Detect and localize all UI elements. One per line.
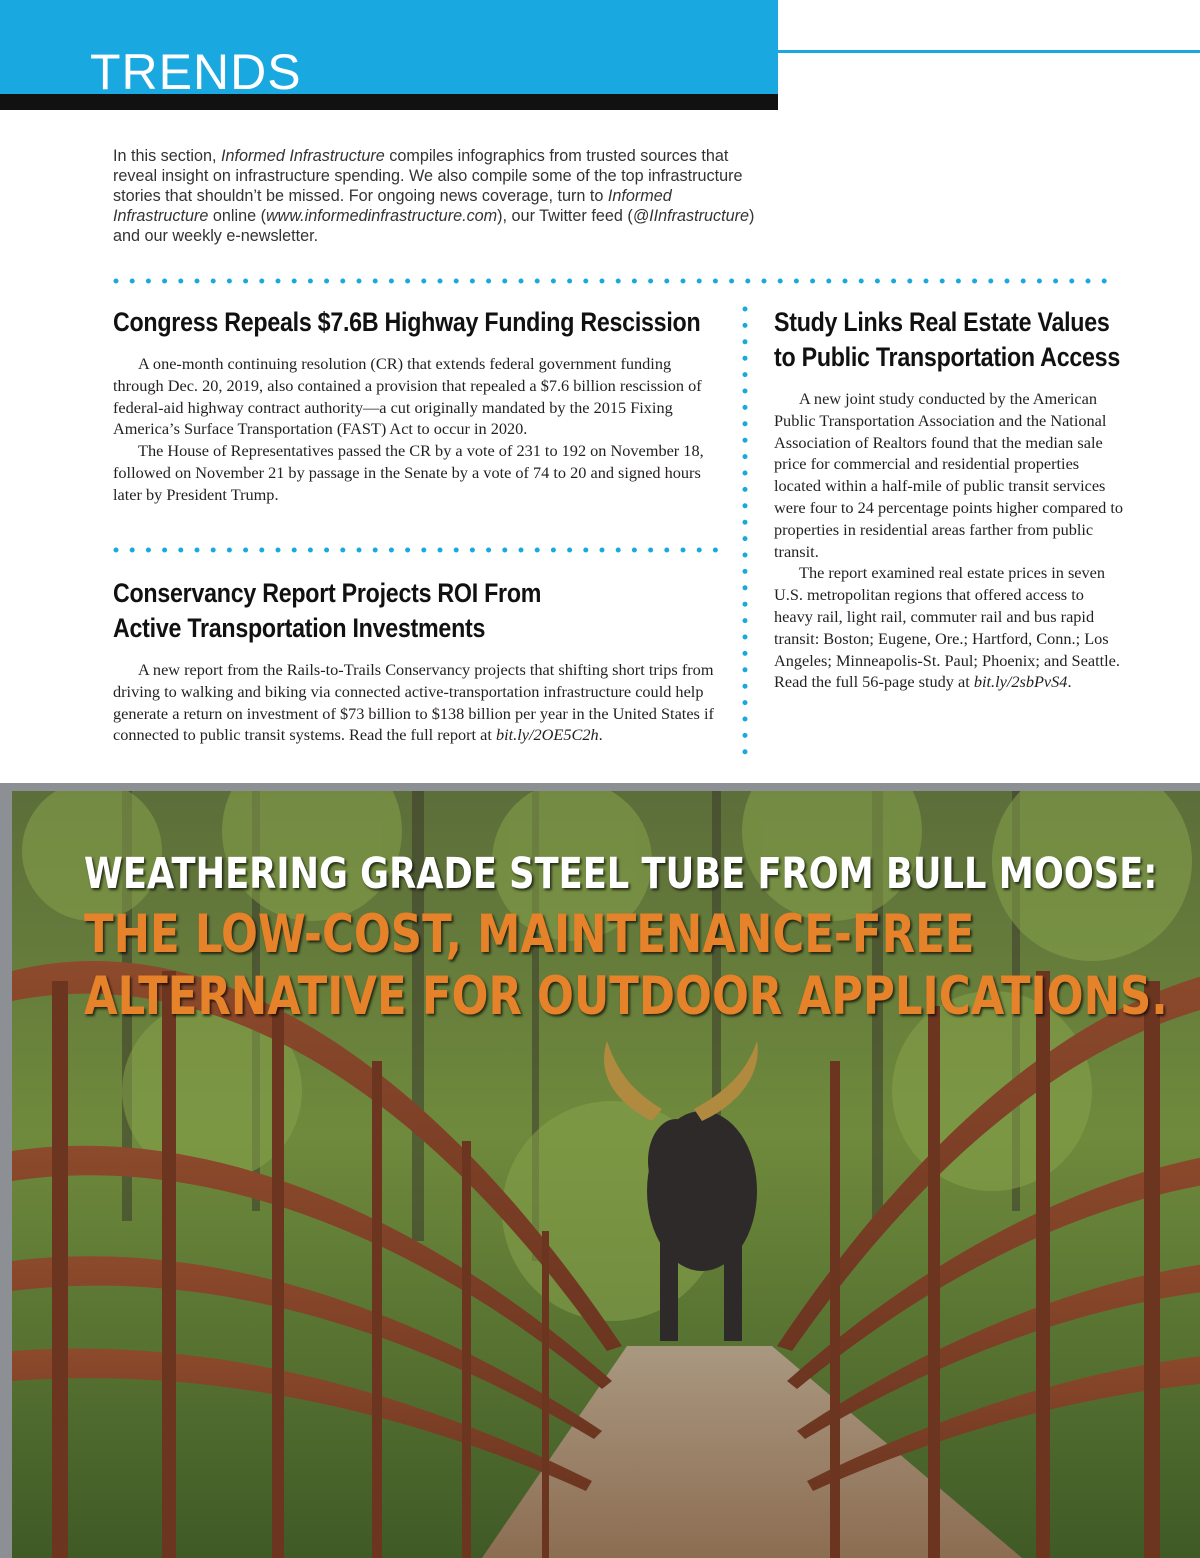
- website-link[interactable]: www.informedinfrastructure.com: [265, 207, 498, 225]
- ad-subheadline-line: ALTERNATIVE FOR OUTDOOR APPLICATIONS.: [84, 966, 1168, 1027]
- article-headline-line: Conservancy Report Projects ROI From: [113, 578, 542, 608]
- article-congress: [113, 305, 721, 506]
- article-text: .: [1067, 672, 1072, 692]
- article-headline: Congress Repeals $7.6B Highway Funding Rescission: [113, 307, 701, 337]
- publication-name: Informed Infrastructure: [220, 147, 385, 165]
- ad-headline: WEATHERING GRADE STEEL TUBE FROM BULL MOOSE:: [84, 849, 1158, 899]
- section-header: [0, 0, 778, 110]
- ad-subheadline: [84, 904, 1168, 1028]
- intro-text-2: compiles infographics from trusted sources that reveal insight on infrastructure spending. We also compile some of the top infrastructure stories that shouldn’t be missed. For ongoing news coverage, turn to: [113, 147, 743, 205]
- article-paragraph: [774, 562, 1124, 693]
- intro-text-4: ), our Twitter feed (: [497, 207, 633, 225]
- article-text: .: [598, 725, 603, 745]
- article-body: [774, 388, 1124, 693]
- study-link[interactable]: bit.ly/2sbPvS4: [973, 672, 1068, 692]
- article-body: [113, 659, 717, 746]
- article-headline-line: Study Links Real Estate Values: [774, 307, 1110, 337]
- intro-text-1: In this section,: [113, 147, 221, 165]
- intro-text-5: ) and our weekly e-newsletter.: [113, 207, 755, 245]
- article-text: A new report from the Rails-to-Trails Conservancy projects that shifting short trips from driving to walking and biking via connected active-transportation infrastructure could help generate a return on investment of $73 billion to $138 billion per year in the United States if connected to public transit systems. Read the full report at: [113, 660, 714, 745]
- article-paragraph: A one-month continuing resolution (CR) that extends federal government funding through Dec. 20, 2019, also contained a provision that repealed a $7.6 billion rescission of federal-aid highway contract authority—a cut originally mandated by the 2015 Fixing America’s Surface Transportation (FAST) Act to occur in 2020.: [113, 354, 702, 439]
- article-conservancy: [113, 576, 717, 746]
- intro-paragraph: [113, 146, 763, 246]
- dotted-column-divider: [741, 306, 749, 762]
- article-paragraph: The House of Representatives passed the CR by a vote of 231 to 192 on November 18, followed on November 21 by passage in the Senate by a vote of 74 to 20 and signed hours later by President Trump.: [113, 441, 704, 504]
- article-body: [113, 353, 721, 506]
- dotted-divider-mid: [113, 547, 719, 553]
- article-headline-line: Active Transportation Investments: [113, 613, 486, 643]
- intro-text-3: online (: [208, 207, 266, 225]
- article-paragraph: [113, 659, 717, 746]
- ad-subheadline-line: THE LOW-COST, MAINTENANCE-FREE: [84, 904, 975, 965]
- article-text: The report examined real estate prices in seven U.S. metropolitan regions that offered access to heavy rail, light rail, commuter rail and bus rapid transit: Boston; Eugene, Ore.; Hartford, Conn.; Los Angeles; Minneapolis-St. Paul; Phoenix; and Seattle. Read the full 56-page study at: [774, 563, 1120, 692]
- section-title: TRENDS: [90, 44, 302, 100]
- publication-name: Informed Infrastructure: [113, 187, 672, 225]
- article-study: [774, 305, 1124, 693]
- report-link[interactable]: bit.ly/2OE5C2h: [495, 725, 599, 745]
- dotted-divider-top: [113, 278, 1113, 284]
- article-headline-line: to Public Transportation Access: [774, 342, 1120, 372]
- twitter-handle[interactable]: @IInfrastructure: [632, 207, 750, 225]
- article-paragraph: A new joint study conducted by the American Public Transportation Association and the National Association of Realtors found that the median sale price for commercial and residential properties located within a half-mile of public transit services were four to 24 percentage points higher compared to properties in residential areas farther from public transit.: [774, 389, 1124, 561]
- section-intro: [113, 146, 763, 246]
- header-rule: [778, 50, 1200, 53]
